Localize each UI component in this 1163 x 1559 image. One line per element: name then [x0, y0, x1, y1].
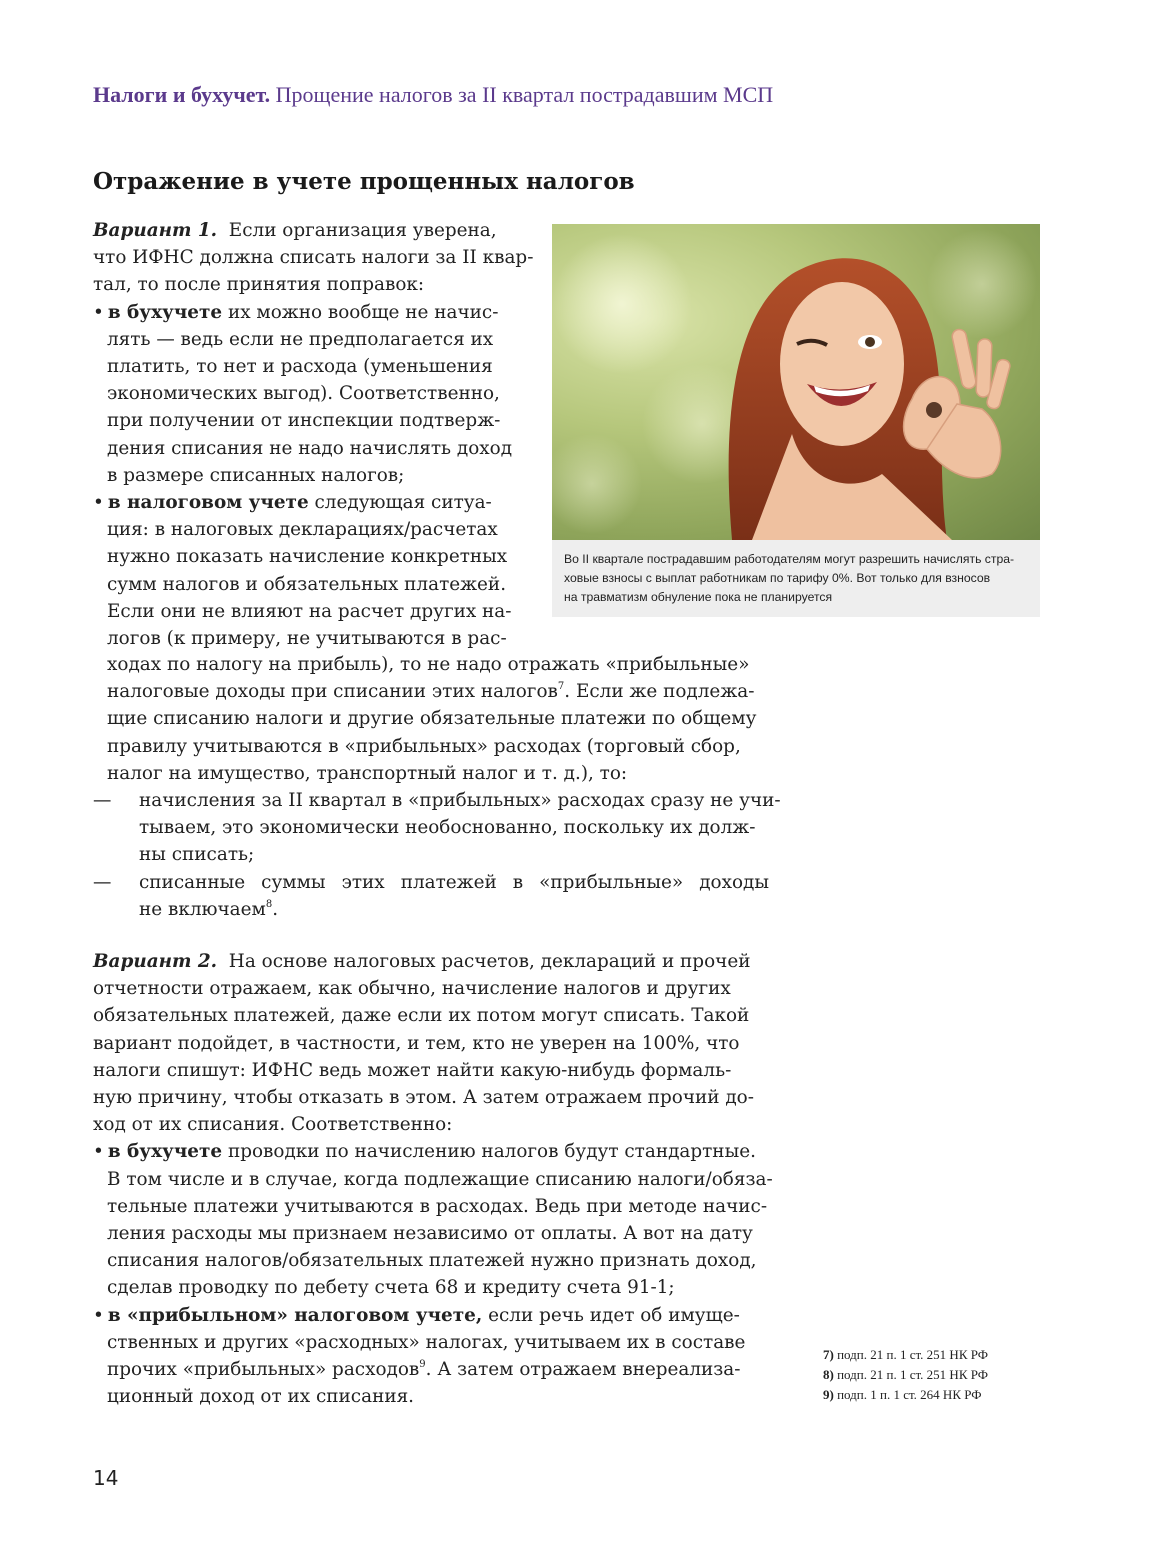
bullet-line: щие списанию налоги и другие обязательные платежи по общему — [107, 708, 757, 730]
dash-marker: — — [93, 790, 112, 812]
variant1-line: тал, то после принятия поправок: — [93, 274, 425, 296]
bullet-line: нужно показать начисление конкретных — [107, 546, 508, 568]
bullet-line: сделав проводку по дебету счета 68 и кредиту счета 91-1; — [107, 1277, 675, 1299]
bullet-icon: • — [93, 1141, 104, 1163]
photo — [552, 224, 1040, 540]
footnote-item: 7) подп. 21 п. 1 ст. 251 НК РФ — [823, 1347, 989, 1362]
bullet-icon: • — [93, 1304, 104, 1326]
footnote-item: 9) подп. 1 п. 1 ст. 264 НК РФ — [823, 1387, 982, 1402]
variant2-line: Вариант 2. На основе налоговых расчетов, деклараций и прочей — [93, 951, 751, 972]
bullet-line: правилу учитываются в «прибыльных» расходах (торговый сбор, — [107, 735, 741, 757]
bullet-item: • в бухучете проводки по начислению налогов будут стандартные. — [93, 1141, 756, 1163]
bullet-item: • в налоговом учете следующая ситуа- — [93, 492, 492, 514]
photo-caption: Во II квартале пострадавшим работодателям могут разрешить начислять стра- ховые взносы с выплат работникам по тарифу 0%. Вот только для взносов на травматизм обнуление пока не планируется — [552, 540, 1040, 617]
dash-line: тываем, это экономически необоснованно, поскольку их долж- — [139, 817, 756, 839]
header-section: Налоги и бухучет. — [93, 82, 271, 107]
bullet-icon: • — [93, 301, 104, 323]
variant2-line: ход от их списания. Соответственно: — [93, 1114, 453, 1136]
bullet-line: лять — ведь если не предполагается их — [107, 328, 494, 350]
section-heading: Отражение в учете прощенных налогов — [93, 168, 635, 195]
variant1-wide — [93, 651, 781, 923]
footnote-item: 8) подп. 21 п. 1 ст. 251 НК РФ — [823, 1367, 989, 1382]
variant1-line: Вариант 1. Если организация уверена, — [93, 220, 497, 241]
bullet-line: Если они не влияют на расчет других на- — [107, 600, 512, 622]
footnote-ref-8[interactable]: 8 — [265, 898, 273, 910]
bullet-line: дения списания не надо начислять доход — [107, 437, 513, 459]
bullet-line: В том числе и в случае, когда подлежащие списанию налоги/обяза- — [107, 1168, 773, 1190]
bullet-bold: в налоговом учете — [107, 492, 309, 514]
footnotes — [823, 1345, 988, 1405]
bullet-bold: в бухучете — [107, 1141, 223, 1163]
bullet-line: платить, то нет и расхода (уменьшения — [107, 356, 493, 378]
variant2-line: налоги спишут: ИФНС ведь может найти какую-нибудь формаль- — [93, 1059, 732, 1081]
dash-item: — списанные суммы этих платежей в «прибыльные» доходы — [93, 869, 769, 896]
page-number: 14 — [93, 1466, 119, 1490]
dash-line: не включаем$^8$. — [139, 898, 279, 920]
bullet-line: прочих «прибыльных» расходов$^9$. А затем отражаем внереализа- — [107, 1359, 741, 1381]
header-title: Прощение налогов за II квартал пострадавшим МСП — [275, 82, 774, 107]
variant2-line: обязательных платежей, даже если их потом могут списать. Такой — [93, 1005, 750, 1027]
bullet-line: ходах по налогу на прибыль), то не надо отражать «прибыльные» — [107, 654, 750, 675]
bullet-line: при получении от инспекции подтверж- — [107, 410, 501, 432]
dash-marker: — — [93, 871, 112, 893]
variant1-narrow — [93, 217, 534, 652]
dash-item: — начисления за II квартал в «прибыльных» расходах сразу не учи- — [93, 787, 769, 814]
dash-line: ны списать; — [139, 844, 255, 866]
bullet-line: сумм налогов и обязательных платежей. — [107, 573, 507, 595]
bullet-bold: в бухучете — [107, 301, 223, 323]
bullet-line: ционный доход от их списания. — [107, 1386, 415, 1408]
smiling-woman-ok-gesture-image — [552, 224, 1040, 540]
bullet-item: • в «прибыльном» налоговом учете, если речь идет об имуще- — [93, 1304, 740, 1326]
bullet-line: налог на имущество, транспортный налог и т. д.), то: — [107, 762, 628, 784]
variant2-label: Вариант 2. — [93, 951, 218, 972]
variant2 — [93, 948, 773, 1410]
bullet-line: ственных и других «расходных» налогах, учитываем их в составе — [107, 1331, 746, 1353]
bullet-line: налоговые доходы при списании этих налогов$^7$. Если же подлежа- — [107, 681, 755, 703]
footnote-ref-7[interactable]: 7 — [557, 681, 565, 693]
bullet-icon: • — [93, 492, 104, 514]
variant1-line: что ИФНС должна списать налоги за II квар- — [93, 247, 534, 269]
running-header — [93, 82, 773, 108]
bullet-line: тельные платежи учитываются в расходах. Ведь при методе начис- — [107, 1195, 768, 1217]
footnote-ref-9[interactable]: 9 — [419, 1359, 426, 1371]
bullet-line: ления расходы мы признаем независимо от оплаты. А вот на дату — [107, 1223, 753, 1245]
bullet-bold: в «прибыльном» налоговом учете, — [107, 1304, 483, 1326]
bullet-line: списания налогов/обязательных платежей нужно признать доход, — [107, 1250, 757, 1272]
bullet-line: ция: в налоговых декларациях/расчетах — [107, 519, 498, 541]
bullet-line: логов (к примеру, не учитываются в рас- — [107, 628, 507, 650]
bullet-line: в размере списанных налогов; — [107, 464, 405, 486]
variant2-line: ную причину, чтобы отказать в этом. А затем отражаем прочий до- — [93, 1087, 754, 1109]
bullet-item: • в бухучете их можно вообще не начис- — [93, 301, 499, 323]
variant1-label: Вариант 1. — [93, 220, 218, 241]
variant2-line: вариант подойдет, в частности, и тем, кто не уверен на 100%, что — [93, 1032, 740, 1054]
variant2-line: отчетности отражаем, как обычно, начисление налогов и других — [93, 978, 731, 1000]
bullet-line: экономических выгод). Соответственно, — [107, 383, 500, 405]
